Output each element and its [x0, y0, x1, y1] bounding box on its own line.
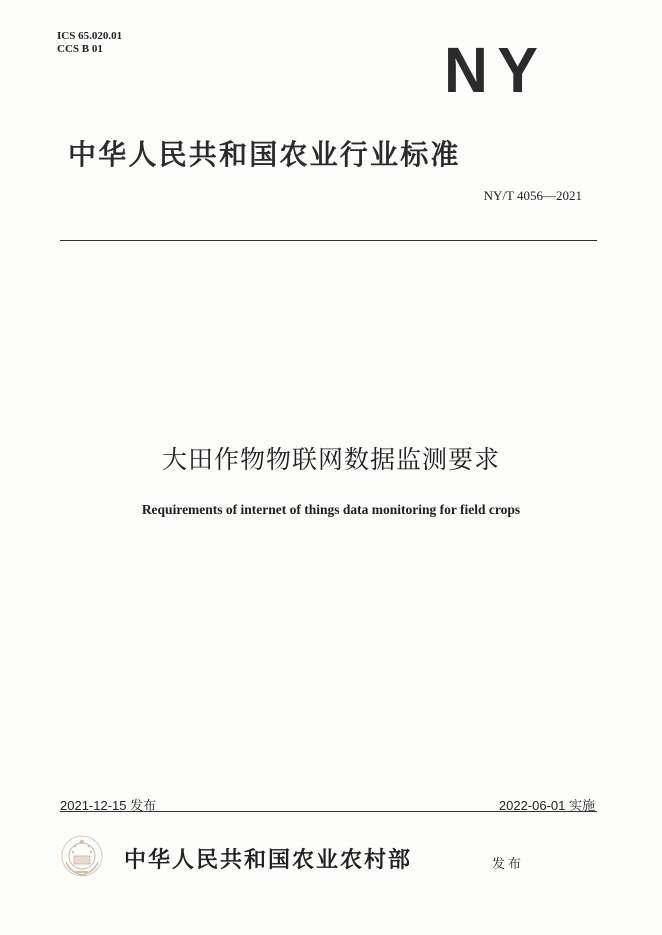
implementation-date: 2022-06-01 实施: [498, 798, 595, 813]
national-emblem-icon: [58, 832, 106, 880]
bottom-divider: [60, 811, 597, 812]
document-title-en: Requirements of internet of things data monitoring for field crops: [141, 502, 521, 517]
issued-label: 发布: [492, 857, 525, 872]
document-title-zh: 大田作物物联网数据监测要求: [161, 445, 500, 474]
standard-number: NY/T 4056—2021: [483, 188, 582, 203]
ccs-code: CCS B 01: [57, 43, 103, 55]
issue-date: 2021-12-15 发布: [60, 798, 157, 813]
top-divider: [60, 240, 597, 241]
issuing-ministry: 中华人民共和国农业农村部: [124, 847, 413, 873]
standard-category-title: 中华人民共和国农业行业标准: [68, 138, 461, 171]
ics-code: ICS 65.020.01: [57, 30, 123, 42]
ny-logo: NY: [444, 34, 548, 106]
